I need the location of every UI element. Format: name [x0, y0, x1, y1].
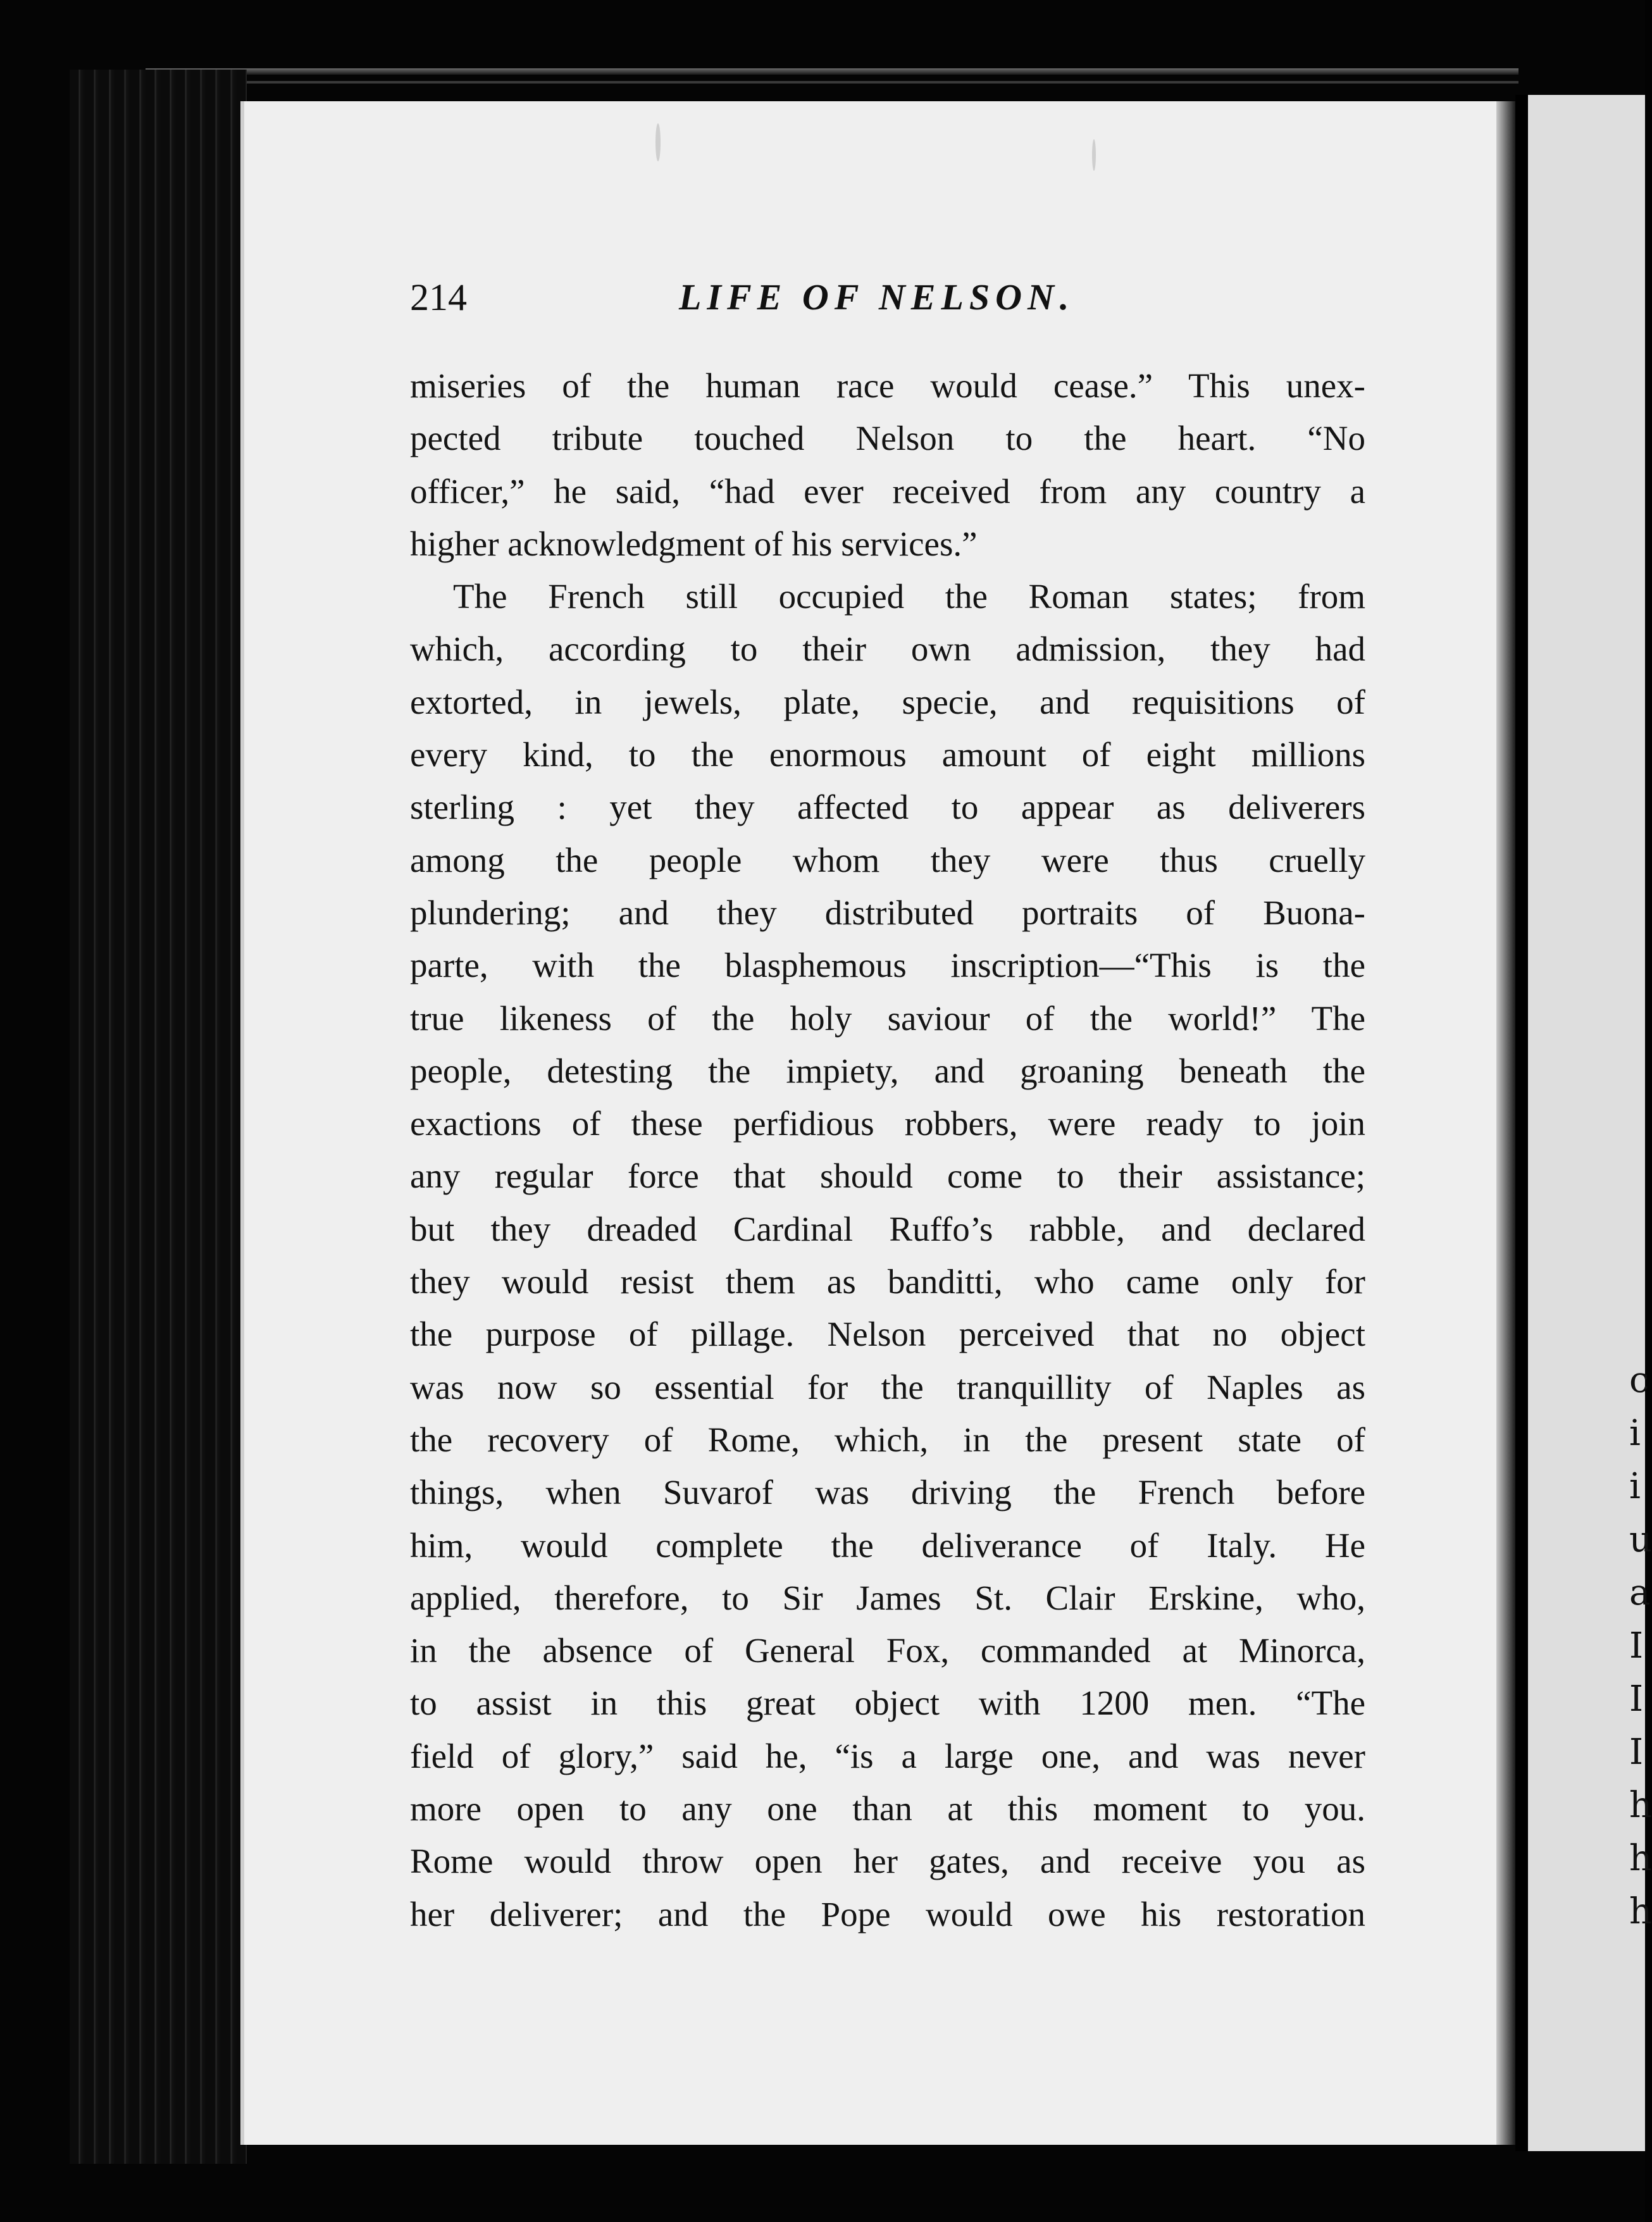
text-line: The French still occupied the Roman states; from — [453, 577, 1365, 616]
text-line: miseries of the human race would cease.” This unex- — [410, 366, 1365, 405]
text-line: exactions of these perfidious robbers, were ready to join — [410, 1104, 1365, 1143]
text-line: any regular force that should come to their assistance; — [410, 1157, 1365, 1196]
text-line: pected tribute touched Nelson to the heart. “No — [410, 419, 1365, 458]
book-gutter — [1515, 95, 1528, 2151]
facing-letter: I — [1629, 1625, 1644, 1666]
running-header — [410, 272, 1365, 323]
facing-letter: c — [1629, 1360, 1649, 1401]
facing-letter: u — [1629, 1519, 1652, 1560]
book-top-edge — [146, 68, 1518, 75]
text-line: plundering; and they distributed portraits of Buona- — [410, 893, 1365, 932]
text-line: the purpose of pillage. Nelson perceived that no object — [410, 1315, 1365, 1354]
text-line: officer,” he said, “had ever received from any country a — [410, 471, 1365, 511]
text-line: they would resist them as banditti, who came only for — [410, 1262, 1365, 1301]
text-line: but they dreaded Cardinal Ruffo’s rabble, and declared — [410, 1209, 1365, 1248]
text-line: to assist in this great object with 1200 men. “The — [410, 1684, 1365, 1723]
facing-letter: i — [1629, 1466, 1641, 1507]
text-line: field of glory,” said he, “is a large one, and was never — [410, 1736, 1365, 1775]
text-line: Rome would throw open her gates, and receive you as — [410, 1842, 1365, 1881]
text-line: more open to any one than at this moment to you. — [410, 1789, 1365, 1828]
facing-letter: a — [1629, 1572, 1651, 1613]
text-line: among the people whom they were thus cruelly — [410, 840, 1365, 879]
text-line: which, according to their own admission, they had — [410, 630, 1365, 669]
text-line: every kind, to the enormous amount of eight millions — [410, 735, 1365, 774]
body-text — [410, 359, 1365, 1940]
text-line: was now so essential for the tranquillity of Naples as — [410, 1367, 1365, 1406]
page-number: 214 — [410, 276, 467, 318]
facing-page-edge — [1528, 95, 1645, 2151]
book-top-edge-inner — [158, 81, 1518, 84]
text-line: people, detesting the impiety, and groaning beneath the — [410, 1051, 1365, 1090]
facing-letter: I — [1629, 1732, 1644, 1773]
text-line: her deliverer; and the Pope would owe his restoration — [410, 1894, 1365, 1933]
facing-letter: h — [1629, 1785, 1652, 1826]
facing-page-letters — [1629, 1354, 1652, 1939]
text-line: him, would complete the deliverance of Italy. He — [410, 1525, 1365, 1565]
running-title: LIFE OF NELSON. — [679, 276, 1075, 318]
paper-speck — [1092, 139, 1096, 171]
facing-letter: i — [1629, 1413, 1641, 1454]
text-line: parte, with the blasphemous inscription—“This is the — [410, 946, 1365, 985]
page-fold-shadow — [1496, 101, 1515, 2145]
text-line: things, when Suvarof was driving the French before — [410, 1473, 1365, 1512]
text-line: the recovery of Rome, which, in the present state of — [410, 1420, 1365, 1459]
text-line: in the absence of General Fox, commanded at Minorca, — [410, 1631, 1365, 1670]
text-line: sterling : yet they affected to appear as deliverers — [410, 788, 1365, 827]
paper-speck — [655, 123, 661, 161]
text-line: higher acknowledgment of his services.” — [410, 524, 978, 563]
facing-letter: h — [1629, 1838, 1652, 1879]
text-line: applied, therefore, to Sir James St. Clair Erskine, who, — [410, 1578, 1365, 1617]
facing-letter: h — [1629, 1891, 1652, 1932]
text-line: true likeness of the holy saviour of the world!” The — [410, 998, 1365, 1038]
facing-letter: I — [1629, 1679, 1644, 1720]
text-line: extorted, in jewels, plate, specie, and requisitions of — [410, 682, 1365, 721]
page-edge-stack — [70, 70, 247, 2164]
